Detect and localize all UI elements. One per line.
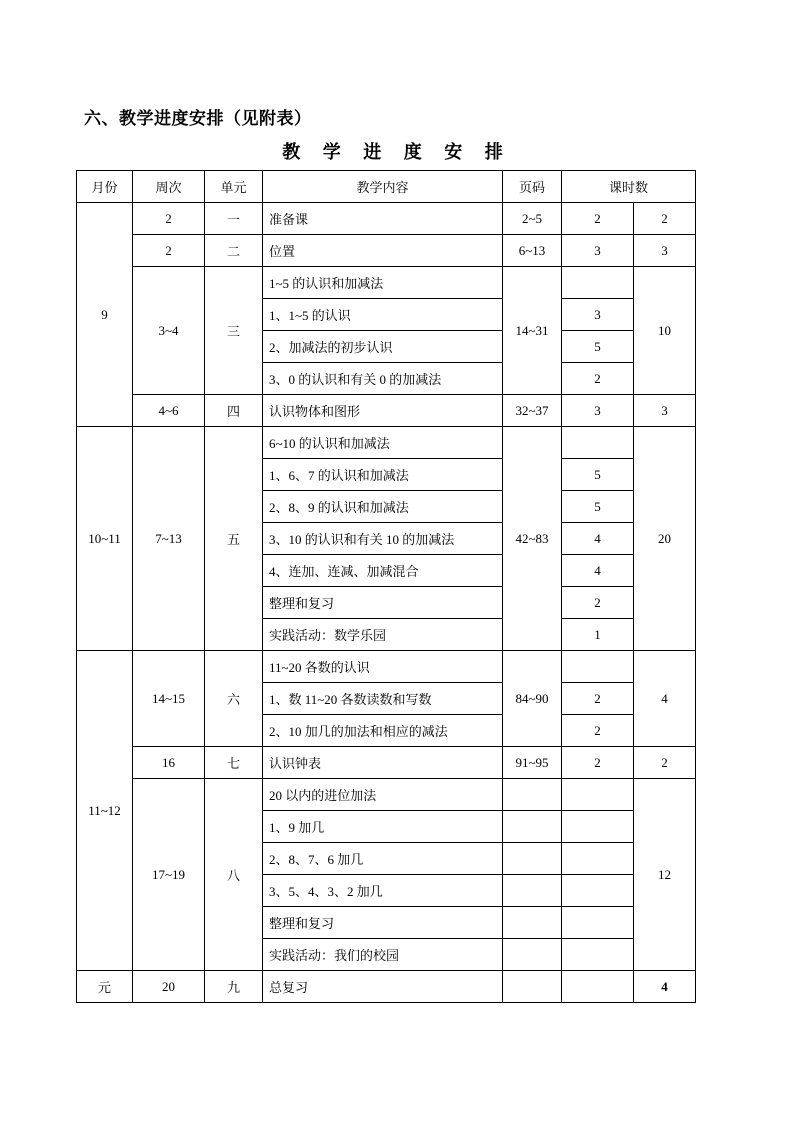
total-hours-cell: 2 [634, 747, 696, 779]
pages-cell: 6~13 [503, 235, 562, 267]
header-unit: 单元 [205, 171, 263, 203]
total-hours-cell: 12 [634, 779, 696, 971]
pages-cell: 42~83 [503, 427, 562, 651]
content-cell: 认识钟表 [263, 747, 503, 779]
pages-cell [503, 939, 562, 971]
table-row [77, 971, 696, 1003]
total-hours-cell: 4 [634, 651, 696, 747]
content-cell: 1、9 加几 [263, 811, 503, 843]
table-row [77, 747, 696, 779]
total-hours-cell: 3 [634, 235, 696, 267]
sub-hours-cell [562, 971, 634, 1003]
table-row [77, 235, 696, 267]
sub-hours-cell: 2 [562, 683, 634, 715]
content-cell: 总复习 [263, 971, 503, 1003]
header-month: 月份 [77, 171, 133, 203]
sub-hours-cell: 2 [562, 587, 634, 619]
content-cell: 认识物体和图形 [263, 395, 503, 427]
header-content: 教学内容 [263, 171, 503, 203]
month-cell: 10~11 [77, 427, 133, 651]
section-heading: 六、教学进度安排（见附表） [84, 109, 312, 128]
sub-hours-cell [562, 427, 634, 459]
table-row [77, 651, 696, 683]
pages-cell [503, 875, 562, 907]
header-hours: 课时数 [562, 171, 696, 203]
pages-cell: 32~37 [503, 395, 562, 427]
schedule-table [76, 170, 696, 1003]
content-cell: 3、5、4、3、2 加几 [263, 875, 503, 907]
pages-cell [503, 779, 562, 811]
sub-hours-cell: 5 [562, 331, 634, 363]
pages-cell [503, 811, 562, 843]
table-row [77, 395, 696, 427]
content-cell: 20 以内的进位加法 [263, 779, 503, 811]
content-cell: 4、连加、连减、加减混合 [263, 555, 503, 587]
table-row [77, 779, 696, 811]
unit-cell: 八 [205, 779, 263, 971]
sub-hours-cell [562, 811, 634, 843]
month-cell: 元 [77, 971, 133, 1003]
table-title: 教 学 进 度 安 排 [282, 142, 512, 162]
total-hours-cell: 20 [634, 427, 696, 651]
content-cell: 2、8、7、6 加几 [263, 843, 503, 875]
total-hours-cell: 3 [634, 395, 696, 427]
content-cell: 整理和复习 [263, 907, 503, 939]
sub-hours-cell: 2 [562, 715, 634, 747]
unit-cell: 九 [205, 971, 263, 1003]
content-cell: 2、加减法的初步认识 [263, 331, 503, 363]
week-cell: 17~19 [133, 779, 205, 971]
content-cell: 2、10 加几的加法和相应的减法 [263, 715, 503, 747]
total-hours-cell: 2 [634, 203, 696, 235]
week-cell: 2 [133, 203, 205, 235]
sub-hours-cell: 3 [562, 395, 634, 427]
content-cell: 2、8、9 的认识和加减法 [263, 491, 503, 523]
sub-hours-cell: 5 [562, 459, 634, 491]
sub-hours-cell [562, 907, 634, 939]
content-cell: 6~10 的认识和加减法 [263, 427, 503, 459]
sub-hours-cell: 2 [562, 203, 634, 235]
table-header-row [77, 171, 696, 203]
sub-hours-cell: 2 [562, 363, 634, 395]
unit-cell: 二 [205, 235, 263, 267]
content-cell: 实践活动：数学乐园 [263, 619, 503, 651]
week-cell: 4~6 [133, 395, 205, 427]
unit-cell: 七 [205, 747, 263, 779]
content-cell: 3、0 的认识和有关 0 的加减法 [263, 363, 503, 395]
content-cell: 1、数 11~20 各数读数和写数 [263, 683, 503, 715]
total-hours-cell: 4 [634, 971, 696, 1003]
week-cell: 14~15 [133, 651, 205, 747]
sub-hours-cell: 3 [562, 299, 634, 331]
header-pages: 页码 [503, 171, 562, 203]
sub-hours-cell: 4 [562, 555, 634, 587]
sub-hours-cell [562, 651, 634, 683]
content-cell: 1、6、7 的认识和加减法 [263, 459, 503, 491]
sub-hours-cell [562, 779, 634, 811]
sub-hours-cell [562, 267, 634, 299]
total-hours-cell: 10 [634, 267, 696, 395]
month-cell: 9 [77, 203, 133, 427]
unit-cell: 三 [205, 267, 263, 395]
pages-cell: 2~5 [503, 203, 562, 235]
week-cell: 7~13 [133, 427, 205, 651]
content-cell: 3、10 的认识和有关 10 的加减法 [263, 523, 503, 555]
pages-cell: 84~90 [503, 651, 562, 747]
sub-hours-cell: 1 [562, 619, 634, 651]
content-cell: 1、1~5 的认识 [263, 299, 503, 331]
pages-cell [503, 971, 562, 1003]
content-cell: 位置 [263, 235, 503, 267]
content-cell: 整理和复习 [263, 587, 503, 619]
content-cell: 实践活动：我们的校园 [263, 939, 503, 971]
pages-cell [503, 907, 562, 939]
pages-cell: 14~31 [503, 267, 562, 395]
unit-cell: 四 [205, 395, 263, 427]
table-row [77, 267, 696, 299]
week-cell: 20 [133, 971, 205, 1003]
sub-hours-cell: 2 [562, 747, 634, 779]
sub-hours-cell: 5 [562, 491, 634, 523]
content-cell: 准备课 [263, 203, 503, 235]
unit-cell: 一 [205, 203, 263, 235]
week-cell: 3~4 [133, 267, 205, 395]
header-week: 周次 [133, 171, 205, 203]
pages-cell: 91~95 [503, 747, 562, 779]
sub-hours-cell: 4 [562, 523, 634, 555]
content-cell: 11~20 各数的认识 [263, 651, 503, 683]
content-cell: 1~5 的认识和加减法 [263, 267, 503, 299]
week-cell: 16 [133, 747, 205, 779]
pages-cell [503, 843, 562, 875]
sub-hours-cell [562, 843, 634, 875]
sub-hours-cell [562, 939, 634, 971]
sub-hours-cell [562, 875, 634, 907]
sub-hours-cell: 3 [562, 235, 634, 267]
week-cell: 2 [133, 235, 205, 267]
month-cell: 11~12 [77, 651, 133, 971]
table-row [77, 203, 696, 235]
unit-cell: 五 [205, 427, 263, 651]
unit-cell: 六 [205, 651, 263, 747]
table-row [77, 427, 696, 459]
